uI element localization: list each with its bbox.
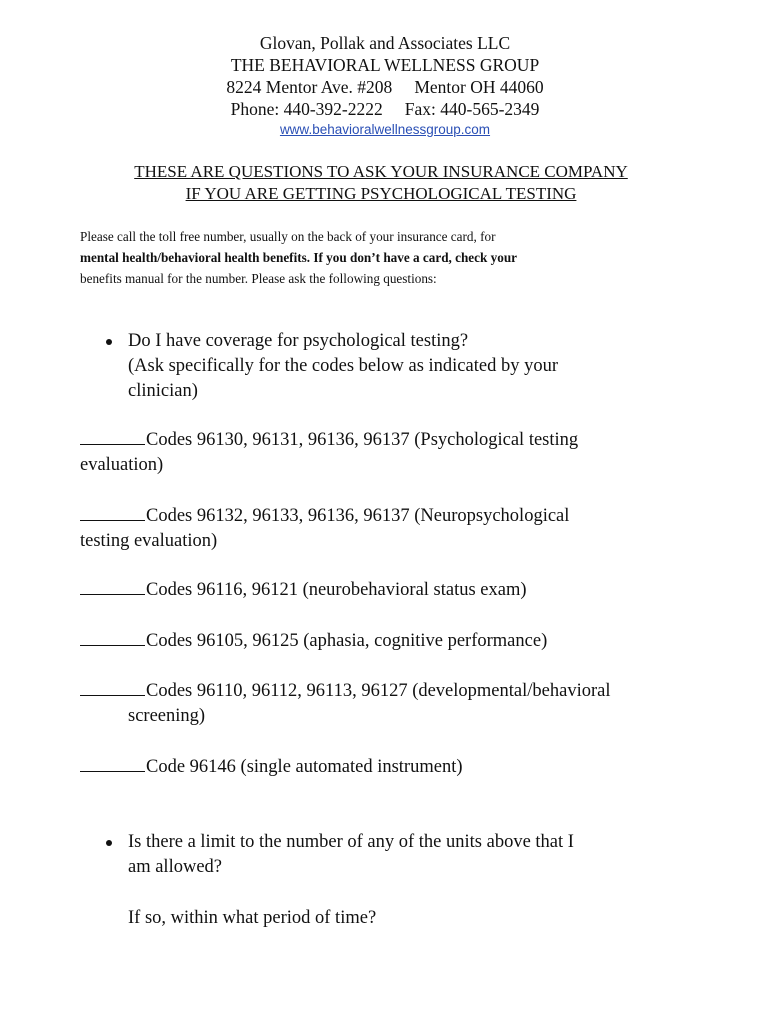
- code-item: [80, 578, 720, 603]
- checkbox-blank[interactable]: [80, 680, 145, 696]
- code-item: [80, 629, 720, 654]
- code-text-cont: evaluation): [80, 455, 164, 475]
- question-1-line-3: clinician): [128, 381, 198, 401]
- code-text-cont: testing evaluation): [80, 531, 218, 551]
- letterhead: [0, 32, 770, 140]
- checkbox-blank[interactable]: [80, 429, 145, 445]
- heading-line-2: IF YOU ARE GETTING PSYCHOLOGICAL TESTING: [185, 184, 577, 203]
- code-text: Codes 96110, 96112, 96113, 96127 (developmental/behavioral: [146, 681, 611, 701]
- code-item: [80, 504, 720, 554]
- phone-number: Phone: 440-392-2222: [230, 99, 383, 119]
- code-text: Codes 96105, 96125 (aphasia, cognitive performance): [146, 631, 548, 651]
- city-state-zip: Mentor OH 44060: [414, 77, 544, 97]
- code-text-cont: screening): [128, 706, 206, 726]
- checkbox-blank[interactable]: [80, 579, 145, 595]
- heading-line-1: THESE ARE QUESTIONS TO ASK YOUR INSURANCE COMPANY: [134, 162, 628, 181]
- code-text: Code 96146 (single automated instrument): [146, 757, 463, 777]
- question-1-line-1: Do I have coverage for psychological testing?: [128, 331, 469, 351]
- address-line: [0, 76, 770, 98]
- bullet-dot: [106, 339, 112, 345]
- intro-bold-text: mental health/behavioral health benefits. If you don’t have a card, check your: [80, 250, 518, 265]
- fax-number: Fax: 440-565-2349: [404, 99, 540, 119]
- code-item: [80, 755, 720, 780]
- code-text: Codes 96116, 96121 (neurobehavioral status exam): [146, 580, 527, 600]
- checkbox-blank[interactable]: [80, 630, 145, 646]
- street-address: 8224 Mentor Ave. #208: [226, 77, 393, 97]
- checkbox-blank[interactable]: [80, 505, 145, 521]
- intro-line-1: Please call the toll free number, usually on the back of your insurance card, for: [80, 229, 496, 244]
- checkbox-blank[interactable]: [80, 756, 145, 772]
- code-text: Codes 96130, 96131, 96136, 96137 (Psychological testing: [146, 430, 579, 450]
- intro-paragraph: [80, 226, 700, 289]
- code-item: [80, 679, 720, 729]
- website-link[interactable]: www.behavioralwellnessgroup.com: [279, 122, 491, 137]
- bullet-dot: [106, 840, 112, 846]
- intro-line-2: [80, 247, 700, 268]
- question-1-line-2: (Ask specifically for the codes below as indicated by your: [128, 356, 558, 376]
- question-2-line-1: Is there a limit to the number of any of the units above that I: [128, 832, 574, 852]
- code-text: Codes 96132, 96133, 96136, 96137 (Neuropsychological: [146, 506, 570, 526]
- contact-line: [0, 98, 770, 120]
- document-heading: [0, 161, 762, 205]
- firm-name: Glovan, Pollak and Associates LLC: [259, 33, 511, 53]
- group-name: THE BEHAVIORAL WELLNESS GROUP: [230, 55, 540, 75]
- code-item: [80, 428, 720, 478]
- question-2-line-2: am allowed?: [128, 857, 222, 877]
- intro-line-3: benefits manual for the number. Please ask the following questions:: [80, 271, 437, 286]
- question-2-followup: If so, within what period of time?: [128, 908, 377, 928]
